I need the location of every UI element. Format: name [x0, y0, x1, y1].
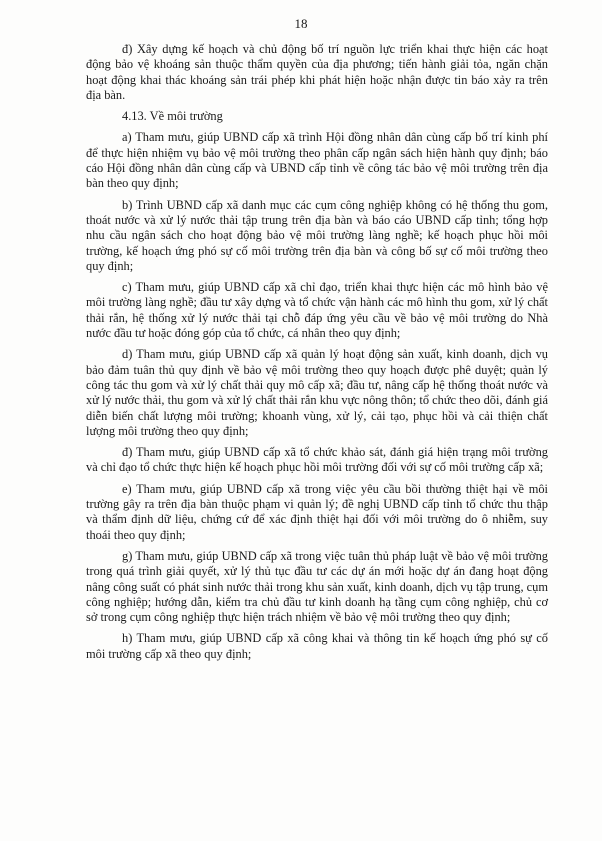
paragraph-a: a) Tham mưu, giúp UBND cấp xã trình Hội đồng nhân dân cùng cấp bố trí kinh phí để thực hiện nhiệm vụ bảo vệ môi trường theo phân cấp ngân sách hiện hành quy định; báo cáo Hội đồng nhân dân cùng cấp và UBND cấp tỉnh về công tác bảo vệ môi trường trên địa bàn theo quy định;: [86, 130, 548, 191]
paragraph-c: c) Tham mưu, giúp UBND cấp xã chỉ đạo, triển khai thực hiện các mô hình bảo vệ môi trường làng nghề; đầu tư xây dựng và tổ chức vận hành các mô hình thu gom, xử lý chất thải rắn, hệ thống xử lý nước thải tại chỗ đáp ứng yêu cầu về bảo vệ môi trường do Nhà nước đầu tư hoặc đóng góp của tổ chức, cá nhân theo quy định;: [86, 280, 548, 341]
paragraph-h: h) Tham mưu, giúp UBND cấp xã công khai và thông tin kế hoạch ứng phó sự cố môi trường cấp xã theo quy định;: [86, 631, 548, 661]
paragraph-g: g) Tham mưu, giúp UBND cấp xã trong việc tuân thủ pháp luật về bảo vệ môi trường trong quá trình giải quyết, xử lý thủ tục đầu tư các dự án mới hoặc dự án đang hoạt động nâng công suất có phát sinh nước thải trong khu sản xuất, kinh doanh, dịch vụ tập trung, cụm công nghiệp; hướng dẫn, kiểm tra chủ đầu tư kinh doanh hạ tầng cụm công nghiệp, chủ cơ sở trong cụm công nghiệp thực hiện trách nhiệm về bảo vệ môi trường theo quy định;: [86, 548, 548, 625]
page-number: 18: [294, 16, 308, 31]
paragraph-dd: đ) Tham mưu, giúp UBND cấp xã tổ chức khảo sát, đánh giá hiện trạng môi trường và chỉ đạo tổ chức thực hiện kế hoạch phục hồi môi trường đối với sự cố môi trường cấp xã;: [86, 445, 548, 475]
document-body: [86, 42, 548, 668]
paragraph-e: e) Tham mưu, giúp UBND cấp xã trong việc yêu cầu bồi thường thiệt hại về môi trường gây ra trên địa bàn thuộc phạm vi quản lý; đề nghị UBND cấp tỉnh tổ chức thu thập và thẩm định dữ liệu, chứng cứ để xác định thiệt hại đối với môi trường do ô nhiễm, suy thoái theo quy định;: [86, 481, 548, 542]
paragraph-d-khoang-san: đ) Xây dựng kế hoạch và chủ động bố trí nguồn lực triển khai thực hiện các hoạt động bảo vệ khoáng sản thuộc thẩm quyền của địa phương; tiến hành giải tỏa, ngăn chặn hoạt động khai thác khoáng sản trái phép khi phát hiện hoặc nhận được tin báo xảy ra trên địa bàn.: [86, 42, 548, 102]
paragraph-d: d) Tham mưu, giúp UBND cấp xã quản lý hoạt động sản xuất, kinh doanh, dịch vụ bảo đảm tuân thủ quy định về bảo vệ môi trường theo quy hoạch được phê duyệt; quản lý công tác thu gom và xử lý chất thải quy mô cấp xã; đầu tư, nâng cấp hệ thống thoát nước và xử lý nước thải, thu gom và xử lý chất thải rắn khu vực nông thôn; tổ chức theo dõi, đánh giá diễn biến chất lượng môi trường; khoanh vùng, xử lý, cải tạo, phục hồi và cải thiện chất lượng môi trường theo quy định;: [86, 347, 548, 438]
section-heading-moi-truong: 4.13. Về môi trường: [122, 109, 223, 124]
paragraph-b: b) Trình UBND cấp xã danh mục các cụm công nghiệp không có hệ thống thu gom, thoát nước và xử lý nước thải tập trung trên địa bàn và báo cáo UBND cấp tỉnh; tổng hợp nhu cầu ngân sách cho hoạt động bảo vệ môi trường làng nghề; kế hoạch phục hồi môi trường, kế hoạch ứng phó sự cố môi trường trên địa bàn và công bố sự cố môi trường theo quy định;: [86, 197, 548, 273]
